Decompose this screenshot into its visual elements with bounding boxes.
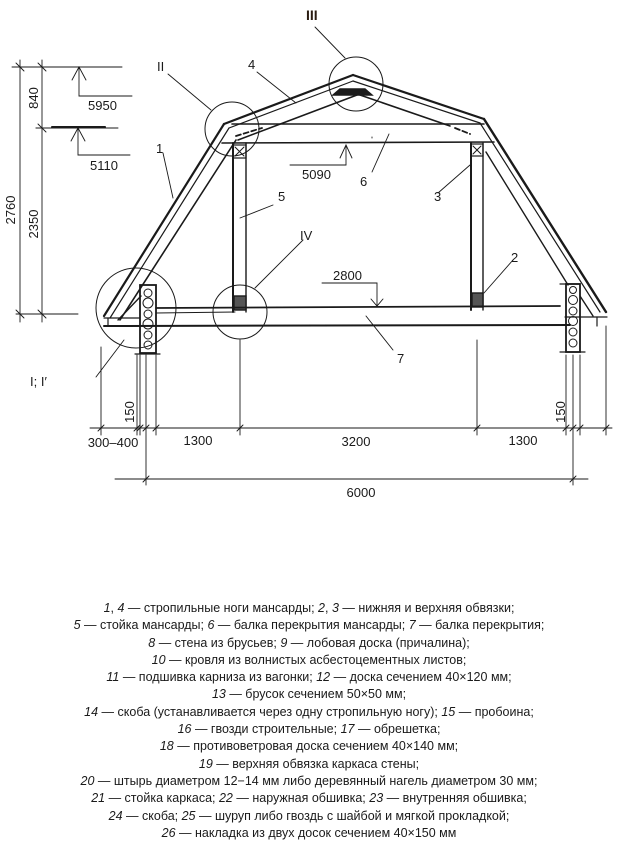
legend-part-number: 12 <box>316 670 331 685</box>
legend-text: — нижняя и верхняя обвязки; <box>338 601 515 615</box>
legend-text: — стойка мансарды; <box>80 618 208 633</box>
ridge-block <box>333 89 372 95</box>
part-number-6: 6 <box>360 174 368 189</box>
part-number-2: 2 <box>511 250 519 265</box>
legend-part-number: 15 <box>441 704 456 719</box>
legend-text: — наружная обшивка; <box>232 791 370 806</box>
legend-line <box>0 721 618 738</box>
legend-part-number: 5 <box>73 618 81 633</box>
vertical-dimension-lines <box>12 60 78 322</box>
dimension-wall-right: 150 <box>553 401 568 423</box>
dimension-left-span: 1300 <box>183 433 213 448</box>
legend-text: — стропильные ноги мансарды; <box>124 601 319 615</box>
part-number-7: 7 <box>397 351 405 366</box>
horizontal-dimension-lines <box>87 326 612 485</box>
legend-text: — верхняя обвязка каркаса стены; <box>212 756 420 771</box>
part-number-5: 5 <box>278 189 286 204</box>
legend-line <box>0 738 618 755</box>
legend-part-number: 2 <box>318 601 325 615</box>
legend-part-number: 17 <box>340 722 355 737</box>
legend-text: — подшивка карниза из вагонки; <box>119 670 317 685</box>
legend-part-number: 10 <box>151 652 166 667</box>
callout-IV: IV <box>300 228 313 243</box>
log-wall-right <box>560 284 585 352</box>
part-number-3: 3 <box>434 189 442 204</box>
legend-text: — пробоина; <box>455 704 534 719</box>
legend-text: , <box>110 601 118 615</box>
legend-line <box>0 652 618 669</box>
legend-text: — противоветровая доска сечением 40×140 мм; <box>173 739 459 754</box>
legend-part-number: 16 <box>177 722 192 737</box>
legend-line <box>0 756 618 773</box>
legend-text: — стойка каркаса; <box>105 791 219 806</box>
legend <box>0 600 618 842</box>
legend-part-number: 22 <box>218 791 233 806</box>
elevation-ridge: 5950 <box>88 98 117 113</box>
log-wall-left <box>135 285 160 354</box>
legend-part-number: 14 <box>84 704 99 719</box>
dimension-overhang: 300–400 <box>87 435 139 450</box>
legend-text: — доска сечением 40×120 мм; <box>330 670 512 685</box>
legend-line <box>0 790 618 807</box>
detail-circle-III <box>329 57 383 111</box>
legend-part-number: 3 <box>331 601 339 615</box>
part-number-4: 4 <box>248 57 256 72</box>
dimension-total-width: 6000 <box>346 485 376 500</box>
legend-text: — шуруп либо гвоздь с шайбой и мягкой прокладкой; <box>195 808 510 823</box>
part-number-1: 1 <box>156 141 164 156</box>
elevation-floor-beam: 2800 <box>333 268 362 283</box>
legend-text: — лобовая доска (причалина); <box>287 635 470 650</box>
legend-part-number: 26 <box>161 825 176 840</box>
legend-line <box>0 600 618 617</box>
legend-part-number: 11 <box>106 670 120 685</box>
legend-part-number: 13 <box>211 687 226 702</box>
legend-text: , <box>324 601 332 615</box>
legend-part-number: 8 <box>148 635 156 650</box>
legend-part-number: 19 <box>198 756 213 771</box>
legend-text: — балка перекрытия мансарды; <box>214 618 409 633</box>
legend-line <box>0 808 618 825</box>
elevation-upper-break: 5110 <box>90 158 118 173</box>
legend-part-number: 18 <box>159 739 174 754</box>
legend-part-number: 25 <box>181 808 196 823</box>
legend-line <box>0 825 618 842</box>
legend-text: — брусок сечением 50×50 мм; <box>225 687 407 702</box>
callout-III: III <box>306 7 318 23</box>
legend-text: — стена из брусьев; <box>155 635 281 650</box>
legend-text: — скоба; <box>122 808 182 823</box>
legend-line <box>0 773 618 790</box>
legend-text: — обрешетка; <box>354 722 441 737</box>
rafter-right-lower <box>480 119 606 312</box>
rafter-left-upper <box>224 75 357 140</box>
legend-text: — внутренняя обшивка; <box>383 791 527 806</box>
dimension-upper-height: 840 <box>26 87 41 109</box>
elevation-ceiling-beam: 5090 <box>302 167 331 182</box>
legend-text: — гвозди строительные; <box>191 722 341 737</box>
floor-beam-7 <box>104 306 607 326</box>
legend-line <box>0 669 618 686</box>
legend-part-number: 24 <box>108 808 123 823</box>
legend-part-number: 9 <box>280 635 288 650</box>
legend-part-number: 6 <box>207 618 215 633</box>
legend-part-number: 1 <box>103 601 111 615</box>
legend-line <box>0 704 618 721</box>
dimension-lower-height: 2350 <box>26 209 41 239</box>
legend-part-number: 21 <box>91 791 106 806</box>
legend-line <box>0 617 618 634</box>
legend-line <box>0 686 618 703</box>
post-right-5 <box>471 143 483 310</box>
legend-line <box>0 635 618 652</box>
legend-part-number: 4 <box>117 601 125 615</box>
callout-II: II <box>157 59 165 74</box>
ceiling-beam-6 <box>222 124 494 143</box>
dimension-right-span: 1300 <box>508 433 538 448</box>
legend-part-number: 23 <box>369 791 384 806</box>
dimension-center-span: 3200 <box>341 434 371 449</box>
legend-part-number: 20 <box>80 773 95 788</box>
legend-text: — балка перекрытия; <box>415 618 545 633</box>
legend-text: — штырь диаметром 12−14 мм либо деревянный нагель диаметром 30 мм; <box>94 773 538 788</box>
legend-part-number: 7 <box>408 618 416 633</box>
post-left-5 <box>233 143 246 312</box>
legend-text: — накладка из двух досок сечением 40×150 мм <box>175 825 457 840</box>
rafter-right-upper <box>353 75 484 134</box>
legend-text: — скоба (устанавливается через одну стропильную ногу); <box>98 704 442 719</box>
dimension-wall-left: 150 <box>122 401 137 423</box>
legend-text: — кровля из волнистых асбестоцементных листов; <box>165 652 467 667</box>
dimension-total-height: 2760 <box>3 195 18 225</box>
rafter-left-lower <box>104 124 236 320</box>
callout-I: I; I′ <box>30 374 47 389</box>
